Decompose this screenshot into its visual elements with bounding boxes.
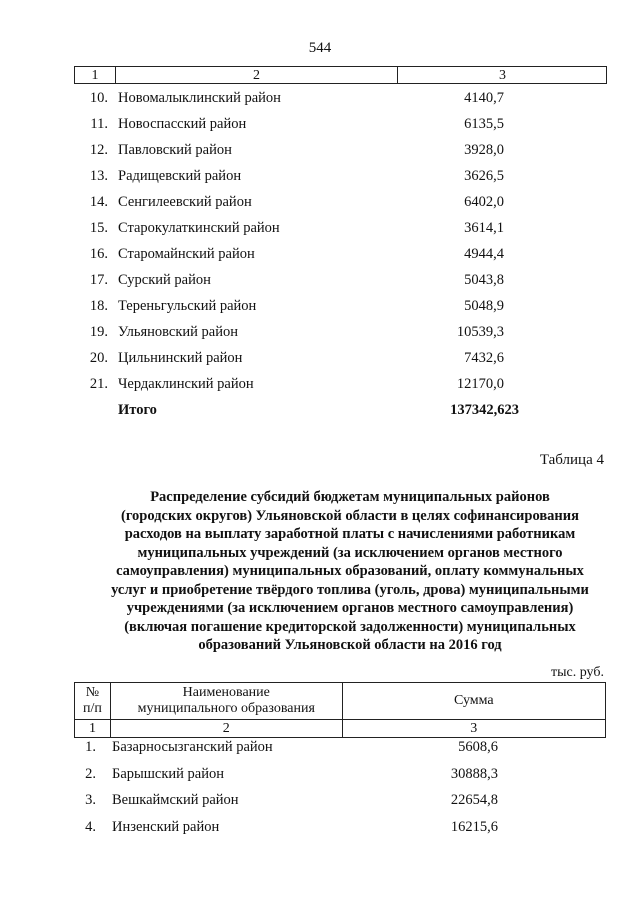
row-number: 17. bbox=[89, 272, 108, 288]
amount: 3928,0 bbox=[464, 142, 504, 158]
district-name: Ульяновский район bbox=[118, 324, 239, 340]
title-line: Распределение субсидий бюджетам муниципальных районов bbox=[150, 489, 550, 505]
table3-header-col2: 2 bbox=[253, 68, 260, 83]
column-header-name bbox=[110, 683, 342, 720]
table-row bbox=[0, 242, 640, 268]
amount: 5048,9 bbox=[464, 298, 504, 314]
table3-header-col3: 3 bbox=[499, 68, 506, 83]
amount: 22654,8 bbox=[450, 792, 498, 808]
table-row bbox=[0, 86, 640, 112]
column-header-sum: Сумма bbox=[342, 683, 605, 720]
row-number: 19. bbox=[89, 324, 108, 340]
total-amount: 137342,623 bbox=[450, 402, 519, 418]
amount: 4944,4 bbox=[464, 246, 504, 262]
table-row bbox=[0, 764, 640, 791]
column-header-line: Наименование bbox=[182, 685, 270, 700]
row-number: 15. bbox=[89, 220, 108, 236]
district-name: Сурский район bbox=[118, 272, 211, 288]
column-header-number bbox=[75, 683, 111, 720]
row-number: 10. bbox=[89, 90, 108, 106]
table-row bbox=[0, 737, 640, 764]
table-row bbox=[0, 372, 640, 398]
title-line: (включая погашение кредиторской задолженности) муниципальных bbox=[124, 618, 576, 635]
index-cell: 1 bbox=[75, 720, 111, 738]
district-name: Радищевский район bbox=[118, 168, 242, 184]
district-name: Старокулаткинский район bbox=[118, 220, 280, 236]
title-line: образований Ульяновской области на 2016 год bbox=[198, 637, 502, 653]
table4-body bbox=[0, 737, 640, 843]
table4-header-row bbox=[75, 683, 606, 720]
amount: 5608,6 bbox=[458, 739, 498, 755]
table-row bbox=[0, 817, 640, 844]
page-number: 544 bbox=[308, 40, 332, 56]
table-row bbox=[0, 216, 640, 242]
district-name: Сенгилеевский район bbox=[118, 194, 252, 210]
column-header-line: муниципального образования bbox=[137, 701, 315, 716]
district-name: Инзенский район bbox=[112, 818, 220, 835]
district-name: Тереньгульский район bbox=[118, 298, 257, 314]
row-number: 11. bbox=[90, 116, 108, 132]
title-line: услуг и приобретение твёрдого топлива (уголь, дрова) муниципальными bbox=[111, 581, 589, 598]
row-number: 12. bbox=[89, 142, 108, 158]
amount: 4140,7 bbox=[464, 90, 504, 106]
index-cell: 3 bbox=[342, 720, 605, 738]
amount: 12170,0 bbox=[456, 376, 504, 392]
table4-index-row bbox=[75, 720, 606, 738]
table-row bbox=[0, 320, 640, 346]
row-number: 14. bbox=[89, 194, 108, 210]
index-cell: 2 bbox=[110, 720, 342, 738]
district-name: Вешкаймский район bbox=[112, 792, 239, 808]
amount: 30888,3 bbox=[450, 765, 498, 782]
amount: 5043,8 bbox=[464, 272, 504, 288]
title-line: самоуправления) муниципальных образований, оплату коммунальных bbox=[116, 563, 584, 579]
row-number: 20. bbox=[89, 350, 108, 366]
table-row bbox=[0, 164, 640, 190]
district-name: Новомалыклинский район bbox=[118, 90, 281, 106]
amount: 3626,5 bbox=[464, 168, 504, 184]
total-label: Итого bbox=[118, 402, 157, 418]
row-number: 21. bbox=[89, 376, 108, 392]
table-row bbox=[0, 268, 640, 294]
title-line: муниципальных учреждений (за исключением органов местного bbox=[137, 544, 563, 561]
table-row bbox=[0, 190, 640, 216]
district-name: Цильнинский район bbox=[118, 350, 243, 366]
table3-header-row bbox=[74, 66, 607, 84]
title-line: (городских округов) Ульяновской области в целях софинансирования bbox=[121, 507, 579, 524]
table-row bbox=[0, 790, 640, 817]
table-row bbox=[0, 138, 640, 164]
district-name: Новоспасский район bbox=[118, 116, 247, 132]
title-line: учреждениями (за исключением органов местного самоуправления) bbox=[126, 600, 574, 616]
amount: 10539,3 bbox=[456, 324, 504, 340]
amount: 6402,0 bbox=[464, 194, 504, 210]
amount: 16215,6 bbox=[450, 818, 498, 835]
table-label: Таблица 4 bbox=[539, 452, 604, 468]
column-header-line: п/п bbox=[83, 701, 102, 716]
row-number: 16. bbox=[89, 246, 108, 262]
row-number: 3. bbox=[85, 792, 96, 808]
table3-header-col1: 1 bbox=[91, 68, 99, 83]
table-title bbox=[90, 488, 610, 655]
district-name: Павловский район bbox=[118, 142, 232, 158]
row-number: 2. bbox=[85, 765, 96, 782]
district-name: Барышский район bbox=[112, 765, 224, 782]
row-number: 13. bbox=[89, 168, 108, 184]
district-name: Чердаклинский район bbox=[118, 376, 254, 392]
total-row bbox=[0, 398, 640, 424]
table-row bbox=[0, 346, 640, 372]
district-name: Базарносызганский район bbox=[112, 739, 273, 755]
amount: 3614,1 bbox=[464, 220, 504, 236]
table-row bbox=[0, 294, 640, 320]
district-name: Старомайнский район bbox=[118, 246, 255, 262]
amount: 6135,5 bbox=[464, 116, 504, 132]
table3-body bbox=[0, 86, 640, 424]
table-row bbox=[0, 112, 640, 138]
units-label: тыс. руб. bbox=[551, 665, 604, 680]
row-number: 18. bbox=[89, 298, 108, 314]
amount: 7432,6 bbox=[464, 350, 504, 366]
table4-header bbox=[74, 682, 606, 738]
column-header-line: № bbox=[85, 685, 100, 700]
row-number: 1. bbox=[85, 739, 96, 755]
row-number: 4. bbox=[85, 818, 96, 835]
title-line: расходов на выплату заработной платы с начислениями работникам bbox=[124, 526, 576, 542]
